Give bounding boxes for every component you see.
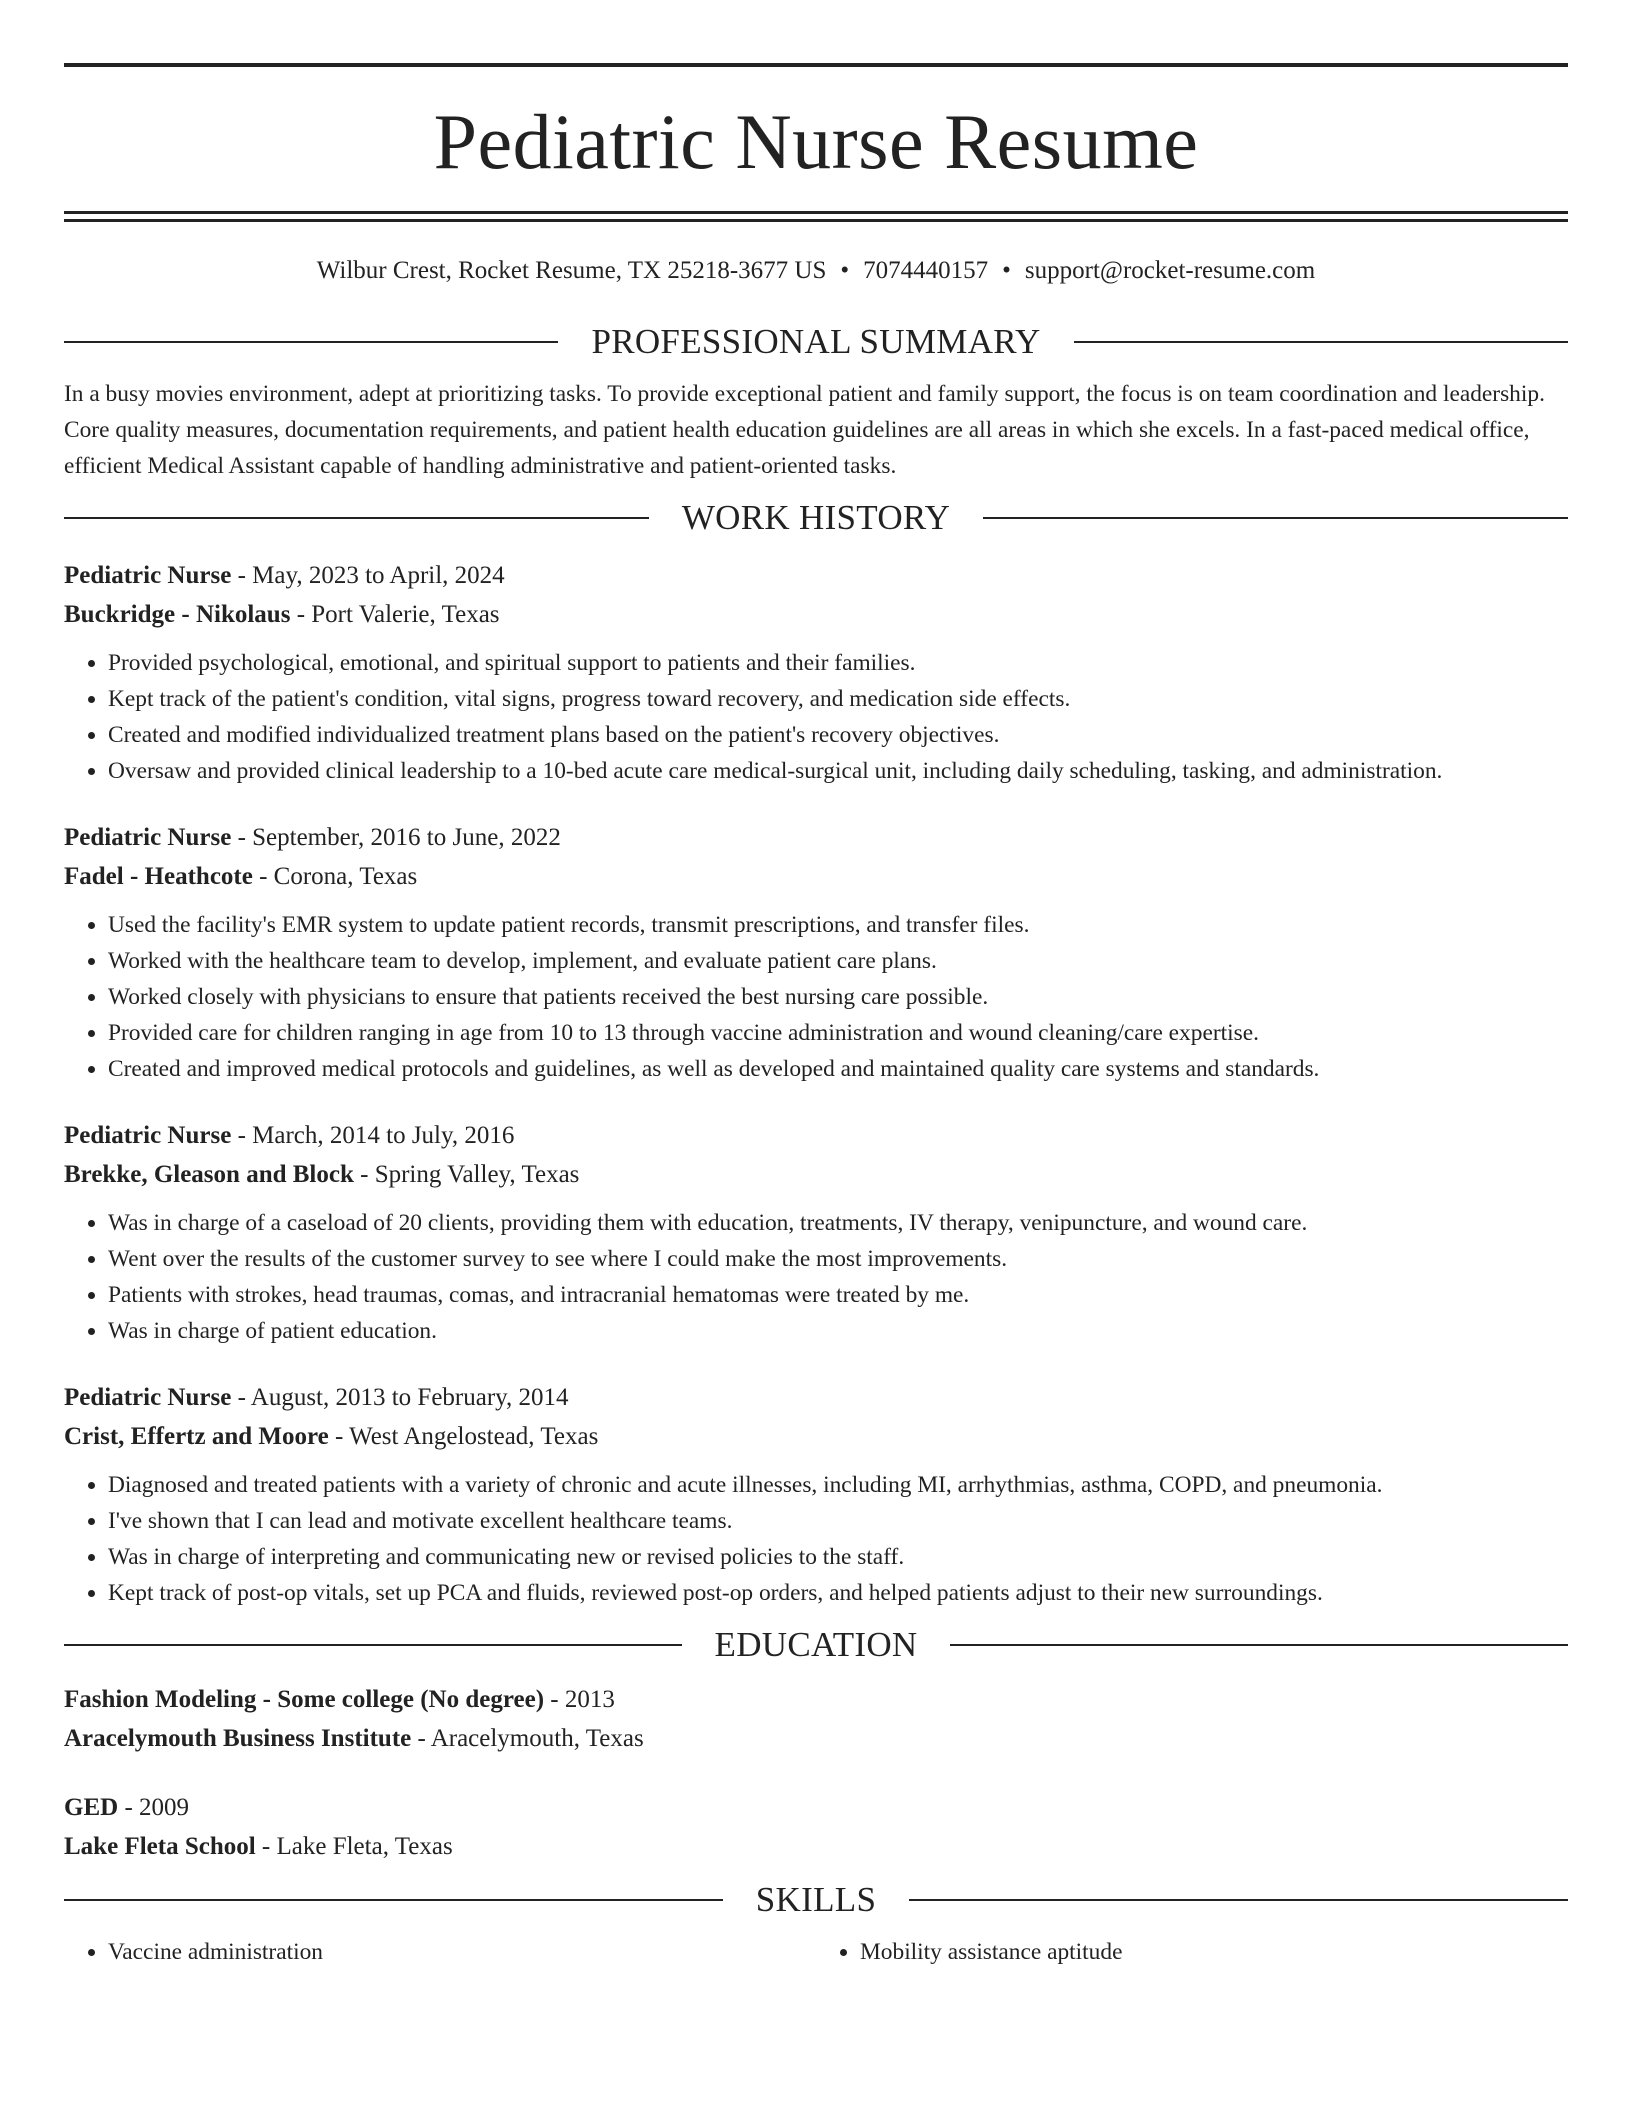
section-title: WORK HISTORY (681, 498, 951, 537)
education-degree: Fashion Modeling - Some college (No degree) (64, 1686, 545, 1713)
heading-rule (1074, 341, 1568, 343)
contact-line (64, 256, 1568, 286)
job-bullets (64, 645, 1568, 789)
list-item: • Kept track of post-op vitals, set up PCA and fluids, reviewed post-op orders, and helped patients adjust to their new surroundings. (108, 1575, 1568, 1611)
list-item: • I've shown that I can lead and motivate excellent healthcare teams. (108, 1503, 1568, 1539)
job-dates: - August, 2013 to February, 2014 (231, 1384, 569, 1411)
heading-rule (64, 517, 649, 519)
contact-address: Wilbur Crest, Rocket Resume, TX 25218-3677 US (316, 257, 827, 284)
education-degree-line (64, 1788, 1568, 1827)
contact-separator: • (840, 257, 850, 284)
job-title-line (64, 818, 1568, 857)
list-item: • Oversaw and provided clinical leadership to a 10-bed acute care medical-surgical unit, including daily scheduling, tasking, and administration. (108, 753, 1568, 789)
list-item: • Patients with strokes, head traumas, comas, and intracranial hematomas were treated by me. (108, 1277, 1568, 1313)
job-company-line (64, 595, 1568, 634)
job-title-line (64, 1116, 1568, 1155)
education-school: Lake Fleta School (64, 1833, 256, 1860)
list-item: • Went over the results of the customer survey to see where I could make the most improvements. (108, 1241, 1568, 1277)
job-entry (64, 818, 1568, 1087)
job-dates: - May, 2023 to April, 2024 (231, 562, 505, 589)
resume-title: Pediatric Nurse Resume (433, 98, 1199, 185)
education-degree: GED (64, 1794, 119, 1821)
heading-rule (983, 517, 1568, 519)
list-item: • Kept track of the patient's condition, vital signs, progress toward recovery, and medication side effects. (108, 681, 1568, 717)
job-company-line (64, 1417, 1568, 1456)
top-rule (64, 63, 1568, 67)
heading-rule (64, 1899, 723, 1901)
education-year: - 2009 (118, 1794, 190, 1821)
list-item: • Created and modified individualized treatment plans based on the patient's recovery objectives. (108, 717, 1568, 753)
job-title: Pediatric Nurse (64, 562, 232, 589)
job-bullets (64, 907, 1568, 1087)
job-location: - Spring Valley, Texas (353, 1161, 580, 1188)
job-bullets (64, 1205, 1568, 1349)
skill-item: • Vaccine administration (108, 1934, 816, 1970)
list-item: • Worked closely with physicians to ensure that patients received the best nursing care possible. (108, 979, 1568, 1015)
list-item: • Worked with the healthcare team to develop, implement, and evaluate patient care plans. (108, 943, 1568, 979)
list-item: • Used the facility's EMR system to update patient records, transmit prescriptions, and transfer files. (108, 907, 1568, 943)
contact-phone: 7074440157 (863, 257, 989, 284)
job-title-line (64, 1378, 1568, 1417)
contact-separator: • (1002, 257, 1011, 284)
education-school-line (64, 1827, 1568, 1866)
section-heading-work (64, 498, 1568, 538)
section-title: PROFESSIONAL SUMMARY (591, 322, 1041, 361)
list-item: • Was in charge of patient education. (108, 1313, 1568, 1349)
education-year: - 2013 (544, 1686, 615, 1713)
education-entry (64, 1680, 1568, 1758)
skills-list (64, 1934, 1568, 1970)
job-title-line (64, 556, 1568, 595)
list-item: • Was in charge of a caseload of 20 clients, providing them with education, treatments, IV therapy, venipuncture, and wound care. (108, 1205, 1568, 1241)
list-item: • Created and improved medical protocols and guidelines, as well as developed and maintained quality care systems and standards. (108, 1051, 1568, 1087)
job-bullets (64, 1467, 1568, 1611)
skills-column-right (816, 1934, 1568, 1970)
job-company: Brekke, Gleason and Block (64, 1161, 354, 1188)
job-company: Fadel - Heathcote (64, 863, 253, 890)
job-location: - Corona, Texas (252, 863, 418, 890)
resume-page (64, 0, 1568, 1970)
list-item: • Diagnosed and treated patients with a variety of chronic and acute illnesses, including MI, arrhythmias, asthma, COPD, and pneumonia. (108, 1467, 1568, 1503)
job-entry (64, 556, 1568, 789)
job-company-line (64, 1155, 1568, 1194)
job-company: Buckridge - Nikolaus (64, 601, 291, 628)
section-heading-summary (64, 322, 1568, 362)
list-item: • Provided care for children ranging in age from 10 to 13 through vaccine administration and wound cleaning/care expertise. (108, 1015, 1568, 1051)
job-dates: - September, 2016 to June, 2022 (231, 824, 561, 851)
job-entry (64, 1116, 1568, 1349)
job-company: Crist, Effertz and Moore (64, 1423, 329, 1450)
job-entry (64, 1378, 1568, 1611)
section-title: SKILLS (755, 1880, 877, 1919)
education-location: - Aracelymouth, Texas (411, 1725, 644, 1752)
job-location: - West Angelostead, Texas (328, 1423, 599, 1450)
job-title: Pediatric Nurse (64, 1384, 232, 1411)
job-location: - Port Valerie, Texas (290, 601, 500, 628)
heading-rule (64, 1644, 682, 1646)
education-school-line (64, 1719, 1568, 1758)
section-title: EDUCATION (714, 1625, 918, 1664)
section-heading-skills (64, 1880, 1568, 1920)
education-entry (64, 1788, 1568, 1866)
heading-rule (64, 341, 558, 343)
education-location: - Lake Fleta, Texas (255, 1833, 453, 1860)
list-item: • Was in charge of interpreting and communicating new or revised policies to the staff. (108, 1539, 1568, 1575)
job-dates: - March, 2014 to July, 2016 (231, 1122, 515, 1149)
education-degree-line (64, 1680, 1568, 1719)
job-title: Pediatric Nurse (64, 824, 232, 851)
heading-rule (950, 1644, 1568, 1646)
section-heading-education (64, 1625, 1568, 1665)
heading-rule (909, 1899, 1568, 1901)
job-company-line (64, 857, 1568, 896)
title-double-rule (64, 211, 1568, 222)
contact-email: support@rocket-resume.com (1024, 257, 1316, 284)
summary-text: In a busy movies environment, adept at prioritizing tasks. To provide exceptional patient and family support, the focus is on team coordination and leadership. Core quality measures, documentation requirements, and patient health education guidelines are all areas in which she excels. In a fast-paced medical office, efficient Medical Assistant capable of handling administrative and patient-oriented tasks. (64, 381, 1545, 479)
list-item: • Provided psychological, emotional, and spiritual support to patients and their families. (108, 645, 1568, 681)
job-title: Pediatric Nurse (64, 1122, 232, 1149)
skill-item: • Mobility assistance aptitude (860, 1934, 1568, 1970)
education-school: Aracelymouth Business Institute (64, 1725, 412, 1752)
skills-column-left (64, 1934, 816, 1970)
